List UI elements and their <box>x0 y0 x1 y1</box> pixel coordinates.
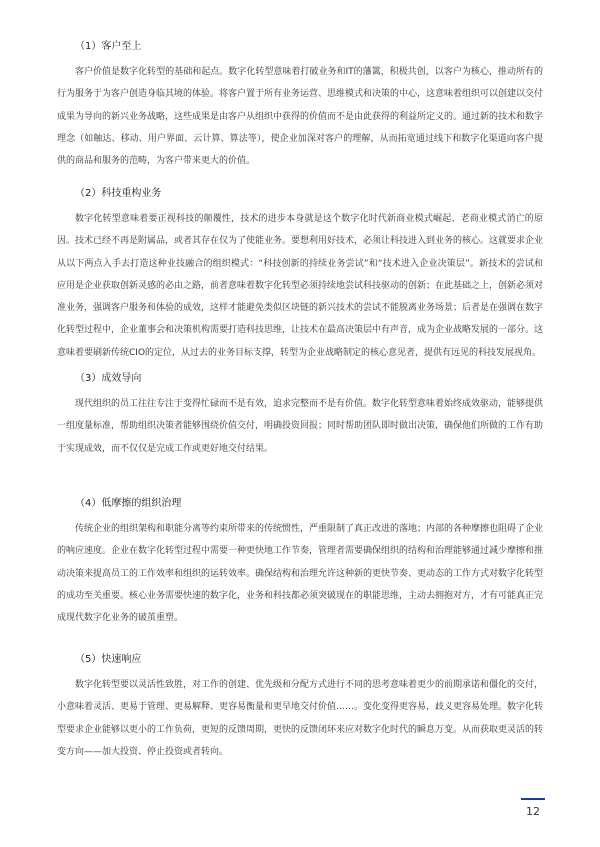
section-body: 数字化转型意味着要正视科技的颠覆性，技术的进步本身就是这个数字化时代新商业模式崛起、老商业模式消亡的原因。技术已经不再是附属品，或者其存在仅为了使能业务。要想利用好技术，必须让科技进入到业务的核心。这就要求企业从以下两点入手去打造这种业技融合的组织模式：“科技创新的持续业务尝试”和“技术进入企业决策层”。新技术的尝试和应用是企业获取创新灵感的必由之路，前者意味着数字化转型必须持续地尝试科技驱动的创新；在此基础之上，创新必须对准业务，强调客户服务和体验的成效，这样才能避免类似区块链的新兴技术的尝试不能脱离业务场景；后者是在强调在数字化转型过程中，企业董事会和决策机构需要打造科技思维，让技术在最高决策层中有声音，成为企业战略发展的一部分。这意味着要刷新传统CIO的定位，从过去的业务目标支撑，转型为企业战略制定的核心意见者，提供有远见的科技发展视角。 <box>57 214 544 358</box>
section-heading: （2）科技重构业务 <box>75 188 162 199</box>
section-heading: （4）低摩擦的组织治理 <box>75 498 182 509</box>
section-heading: （3）成效导向 <box>75 373 142 384</box>
section-body: 传统企业的组织架构和职能分离等约束所带来的传统惯性，严重限制了真正改进的落地；内部的各种摩擦也阻碍了企业的响应速度。企业在数字化转型过程中需要一种更快地工作节奏，管理者需要确保组织的结构和治理能够通过减少摩擦和推动决策来提高员工的工作效率和组织的运转效率。确保结构和治理允许这种新的更快节奏、更动态的工作方式对数字化转型的成功至关重要。核心业务需要快速的数字化，业务和科技都必须突破现在的职能思维，主动去拥抱对方，才有可能真正完成现代数字化业务的破茧重塑。 <box>57 524 544 624</box>
section-body: 客户价值是数字化转型的基础和起点。数字化转型意味着打破业务和IT的藩篱，积极共创，以客户为核心，推动所有的行为服务于为客户创造身临其境的体验。将客户置于所有业务运营、思维模式和决策的中心，这意味着组织可以创建以交付成果为导向的新兴业务战略，这些成果是由客户从组织中获得的价值而不是由此获得的利益所定义的。通过新的技术和数字理念（如触达、移动、用户界面、云计算、算法等），使企业加深对客户的理解，从而拓宽通过线下和数字化渠道向客户提供的商品和服务的范畴，为客户带来更大的价值。 <box>57 67 544 167</box>
page-number: 12 <box>526 805 540 818</box>
section-body: 数字化转型要以灵活性致胜，对工作的创建、优先级和分配方式进行不同的思考意味着更少的前期承诺和僵化的交付，小意味着灵活、更易于管理、更易解释、更容易衡量和更早地交付价值……。变化变得更容易，歧义更容易处理。数字化转型要求企业能够以更小的工作负荷，更短的反馈周期，更快的反馈闭环来应对数字化时代的瞬息万变。从而获取更灵活的转变方向——加大投资、停止投资或者转向。 <box>57 680 544 757</box>
section-body: 现代组织的员工往往专注于变得忙碌而不是有效，追求完整而不是有价值。数字化转型意味着始终成效驱动，能够提供一组度量标准，帮助组织决策者能够围绕价值交付，明确投资回报；同时帮助团队即时做出决策，确保他们所做的工作有助于实现成效，而不仅仅是完成工作或更好地交付结果。 <box>57 399 544 454</box>
section-customer-first <box>57 40 543 172</box>
page-number-rule <box>521 798 545 800</box>
section-low-friction-governance <box>57 497 543 629</box>
section-heading: （1）客户至上 <box>75 41 142 52</box>
section-outcome-oriented <box>57 372 543 460</box>
section-rapid-response <box>57 653 543 763</box>
section-tech-reshapes-business <box>57 187 543 364</box>
section-heading: （5）快速响应 <box>75 654 142 665</box>
